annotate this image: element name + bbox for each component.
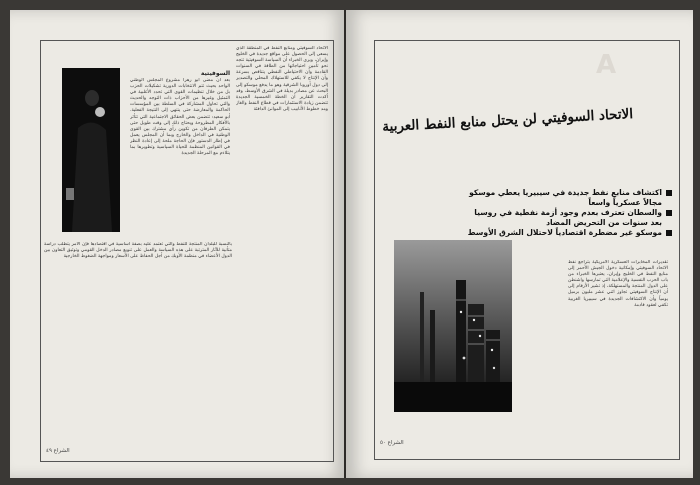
refinery-photo [394, 240, 512, 412]
bullet-list [464, 188, 672, 238]
left-bottom-text: بالنسبة للبلدان المنتجة للنفط والتي تعتمد عليه بصفة أساسية في اقتصادها فإن الأمر يتطلب دراسة متأنية للآثار المترتبة على هذه السياسة والعمل على تنويع مصادر الدخل القومي وتوثيق التعاون بين الدول الأعضاء في منظمة الأوبك من أجل الحفاظ على الأسعار ومواجهة الضغوط الخارجية [44, 242, 232, 260]
bullet-square-icon [666, 210, 672, 216]
portrait-photo [62, 68, 120, 232]
side-column-heading: السوفيتية [200, 70, 230, 77]
article-headline: الاتحاد السوفيتي لن يحتل منابع النفط العربية [381, 106, 634, 136]
left-page [10, 10, 346, 478]
bullet-square-icon [666, 190, 672, 196]
faded-background-letters: A [596, 50, 623, 80]
right-page [346, 10, 693, 478]
right-page-column: تقديرات المخابرات العسكرية الأمريكية بتراجع نفط الاتحاد السوفيتي وإمكانية دخول الجيش الأحمر إلى منابع النفط في الخليج وإيران، يعتبرها الخبراء من باب الحرب النفسية والإعلامية التي تمارسها واشنطن على الدول المنتجة والمستهلكة، إذ تشير الأرقام إلى أن الإنتاج السوفيتي تجاوز اثني عشر مليون برميل يومياً وأن الاكتشافات الجديدة في سيبيريا الغربية تكفي لعقود قادمة [568, 260, 668, 308]
right-column-text: الاتحاد السوفيتي ومنابع النفط في المنطقة الذي يسعى إلى الحصول على مواقع جديدة في الخليج وإيران، ويرى الخبراء أن السياسة السوفيتية تتجه نحو تأمين احتياجاتها من الطاقة في السنوات القادمة وأن الاحتياطي النفطي يتناقص بسرعة وأن الإنتاج لا يكفي للاستهلاك المحلي والتصدير إلى دول أوروبا الشرقية وهو ما يدفع موسكو إلى البحث عن مصادر بديلة في الشرق الأوسط، وقد أكدت التقارير أن الخطة الخمسية الجديدة تتضمن زيادة الاستثمارات في قطاع النفط والغاز ومد خطوط الأنابيب إلى الموانئ الدافئة [236, 46, 328, 112]
portrait-figure [62, 68, 120, 232]
refinery-illustration [394, 240, 512, 412]
bullet-item: موسكو غير مضطرة اقتصادياً لاحتلال الشرق الأوسط [464, 228, 672, 238]
right-page-folio: الشراع ٥٠ [380, 440, 404, 446]
left-column-text: بعد أن مضى أبو رهرا مشروع المجلس الوطني الواحد بحيث تتم الانتخابات الدورية تشكيلات الحزب بل من خلال تنظيمات القوى التي تحدد الأغلبية في التمثيل وغيرها من الأحزاب ذات التوجه والحديث والتي تحاول المشاركة في السلطة بين المؤسسات الحاكمة والمعارضة حتى ينتهي إلى النتيجة الفعلية. أبو سعيد: تتضمن بعض الحقائق الاجتماعية التي تتأثر بالأفكار المطروحة ويحتاج ذلك إلى وقت طويل حتى يتمكن الطرفان من تكوين رأي مشترك بين القوى الوطنية في الداخل والخارج وبما أن المجلس يعمل في إطار الدستور فإن الحاجة ملحة إلى إعادة النظر في القوانين المنظمة للحياة السياسية وتطويرها بما يتلاءم مع المرحلة الجديدة [130, 78, 230, 157]
bullet-item: والسطان تعترف بعدم وجود أزمة نفطية في روسيا بعد سنوات من التحريض المضاد [464, 208, 672, 228]
left-page-folio: الشراع ٤٩ [46, 448, 70, 454]
bullet-item: اكتشاف منابع نفط جديدة في سيبيريا يعطي موسكو مجالاً عسكرياً واسعاً [464, 188, 672, 208]
bullet-square-icon [666, 230, 672, 236]
